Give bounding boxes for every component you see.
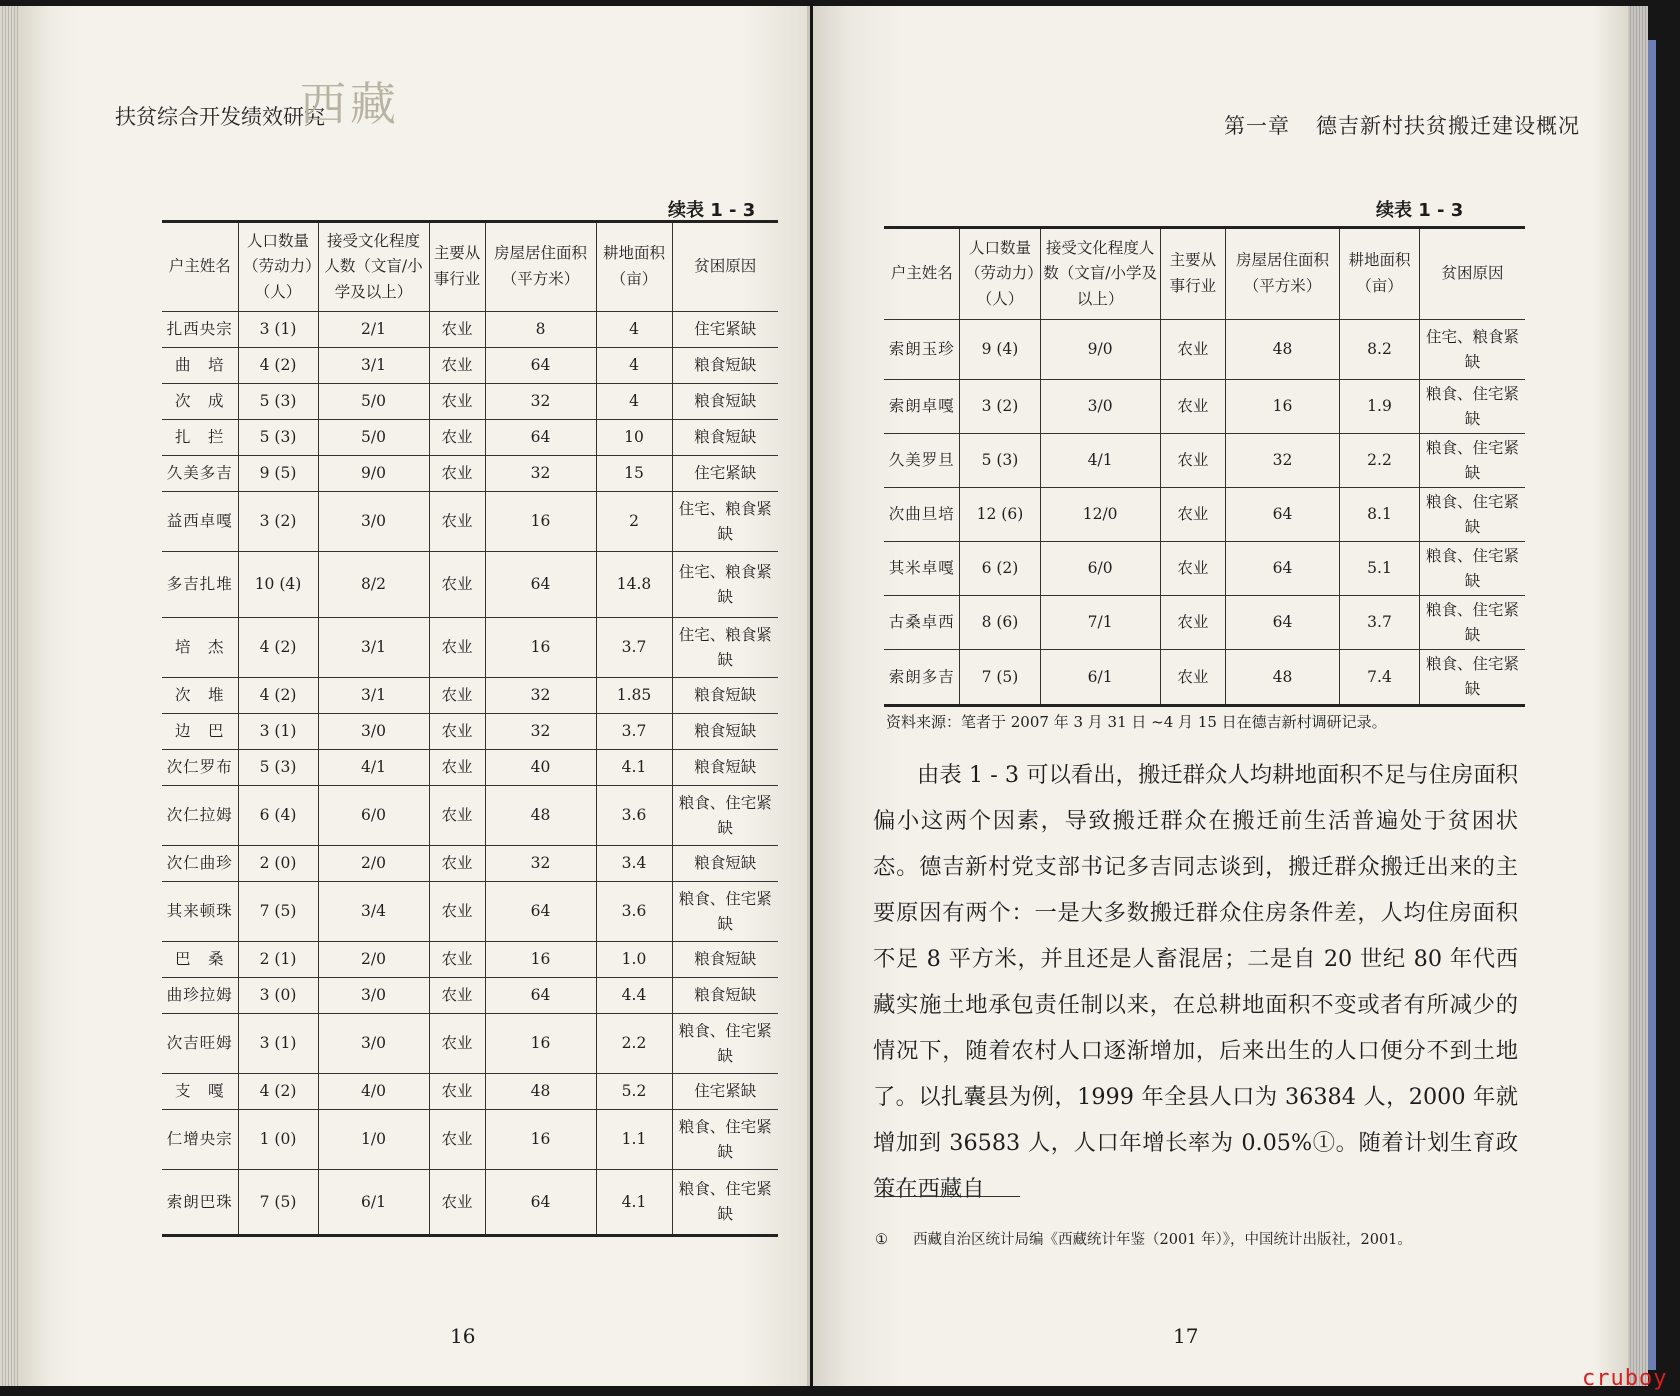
cell-housing-area: 32 (485, 846, 596, 882)
cell-farmland-area: 5.1 (1339, 542, 1419, 596)
header-poverty-reason: 贫困原因 (672, 222, 778, 312)
cell-occupation: 农业 (1160, 320, 1225, 380)
header-name: 户主姓名 (162, 222, 238, 312)
watermark: cruboy (1582, 1366, 1668, 1391)
cell-name: 支 嘎 (162, 1074, 238, 1110)
cell-poverty-reason: 粮食、住宅紧缺 (1420, 488, 1525, 542)
cell-name: 曲 培 (162, 348, 238, 384)
cell-farmland-area: 1.0 (596, 942, 672, 978)
table-row (162, 1014, 778, 1074)
cell-farmland-area: 10 (596, 420, 672, 456)
cell-poverty-reason: 粮食短缺 (672, 384, 778, 420)
cell-education: 6/0 (318, 786, 429, 846)
cell-farmland-area: 1.85 (596, 678, 672, 714)
cell-farmland-area: 4.4 (596, 978, 672, 1014)
cell-occupation: 农业 (1160, 434, 1225, 488)
cell-education: 6/1 (318, 1170, 429, 1236)
cell-farmland-area: 7.4 (1339, 650, 1419, 706)
cell-poverty-reason: 住宅紧缺 (672, 456, 778, 492)
cell-poverty-reason: 粮食、住宅紧缺 (1420, 650, 1525, 706)
cell-housing-area: 64 (485, 882, 596, 942)
household-poverty-table-left (162, 220, 778, 1237)
table-row (162, 786, 778, 846)
cell-farmland-area: 3.6 (596, 882, 672, 942)
header-population: 人口数量（劳动力）（人） (238, 222, 318, 312)
table-row (884, 320, 1525, 380)
cell-name: 古桑卓西 (884, 596, 960, 650)
left-page (20, 6, 810, 1386)
cell-name: 次曲旦培 (884, 488, 960, 542)
cell-name: 巴 桑 (162, 942, 238, 978)
household-poverty-table-right (884, 226, 1525, 707)
cell-farmland-area: 4 (596, 348, 672, 384)
cell-name: 久美多吉 (162, 456, 238, 492)
cell-farmland-area: 2 (596, 492, 672, 552)
cell-farmland-area: 5.2 (596, 1074, 672, 1110)
cell-occupation: 农业 (1160, 542, 1225, 596)
cell-occupation: 农业 (429, 552, 485, 618)
cell-housing-area: 16 (1226, 380, 1340, 434)
paragraph-text: 由表 1 - 3 可以看出，搬迁群众人均耕地面积不足与住房面积偏小这两个因素，导致搬迁群众在搬迁前生活普遍处于贫困状态。德吉新村党支部书记多吉同志谈到，搬迁群众搬迁出来的主要原因有两个：一是大多数搬迁群众住房条件差，人均住房面积不足 8 平方米，并且还是人畜混居；二是自 20 世纪 80 年代西藏实施土地承包责任制以来，在总耕地面积不变或者有所减少的情况下，随着农村人口逐渐增加，后来出生的人口便分不到土地了。以扎囊县为例，1999 年全县人口为 36384 人，2000 年就增加到 36583 人，人口年增长率为 0.05%①。随着计划生育政策在西藏自 (873, 762, 1518, 1202)
cell-population: 5 (3) (960, 434, 1040, 488)
cell-occupation: 农业 (429, 1074, 485, 1110)
cell-population: 3 (1) (238, 1014, 318, 1074)
cell-occupation: 农业 (429, 348, 485, 384)
table-row (162, 942, 778, 978)
cell-population: 1 (0) (238, 1110, 318, 1170)
cell-education: 3/1 (318, 348, 429, 384)
cell-name: 久美罗旦 (884, 434, 960, 488)
table-row (162, 678, 778, 714)
cell-occupation: 农业 (429, 750, 485, 786)
cell-farmland-area: 2.2 (1339, 434, 1419, 488)
cell-housing-area: 64 (485, 552, 596, 618)
cell-education: 3/0 (318, 1014, 429, 1074)
body-paragraph (873, 752, 1518, 1212)
cell-population: 2 (0) (238, 846, 318, 882)
cell-population: 5 (3) (238, 750, 318, 786)
cell-poverty-reason: 粮食短缺 (672, 714, 778, 750)
cell-population: 9 (4) (960, 320, 1040, 380)
cell-occupation: 农业 (429, 420, 485, 456)
cell-housing-area: 64 (485, 1170, 596, 1236)
table-row (162, 552, 778, 618)
cell-farmland-area: 3.7 (596, 618, 672, 678)
cell-occupation: 农业 (429, 978, 485, 1014)
cell-farmland-area: 4 (596, 384, 672, 420)
table-row (162, 978, 778, 1014)
header-name: 户主姓名 (884, 228, 960, 320)
cell-population: 3 (1) (238, 312, 318, 348)
cell-farmland-area: 4 (596, 312, 672, 348)
cell-population: 4 (2) (238, 348, 318, 384)
cell-poverty-reason: 粮食、住宅紧缺 (672, 1014, 778, 1074)
cell-name: 益西卓嘎 (162, 492, 238, 552)
cell-farmland-area: 4.1 (596, 750, 672, 786)
cell-poverty-reason: 粮食短缺 (672, 678, 778, 714)
cell-occupation: 农业 (429, 678, 485, 714)
cell-name: 次仁罗布 (162, 750, 238, 786)
table-row (162, 384, 778, 420)
table-continued-label: 续表 1 - 3 (1376, 200, 1464, 221)
cell-poverty-reason: 粮食、住宅紧缺 (672, 1110, 778, 1170)
cell-occupation: 农业 (429, 786, 485, 846)
cell-poverty-reason: 粮食、住宅紧缺 (1420, 434, 1525, 488)
table-row (162, 1074, 778, 1110)
cell-name: 索朗卓嘎 (884, 380, 960, 434)
cell-population: 9 (5) (238, 456, 318, 492)
cell-education: 1/0 (318, 1110, 429, 1170)
header-housing-area: 房屋居住面积（平方米） (1226, 228, 1340, 320)
cell-education: 9/0 (1040, 320, 1160, 380)
cell-poverty-reason: 住宅紧缺 (672, 312, 778, 348)
cell-occupation: 农业 (429, 882, 485, 942)
cell-population: 6 (2) (960, 542, 1040, 596)
cell-education: 2/0 (318, 846, 429, 882)
cell-name: 扎西央宗 (162, 312, 238, 348)
cell-poverty-reason: 粮食短缺 (672, 978, 778, 1014)
cell-name: 索朗玉珍 (884, 320, 960, 380)
cell-education: 3/0 (318, 978, 429, 1014)
table-row (162, 420, 778, 456)
cell-education: 5/0 (318, 384, 429, 420)
table-row (884, 488, 1525, 542)
right-page (813, 6, 1628, 1386)
cell-name: 索朗多吉 (884, 650, 960, 706)
cell-name: 次仁曲珍 (162, 846, 238, 882)
cell-population: 10 (4) (238, 552, 318, 618)
header-farmland-area: 耕地面积（亩） (1339, 228, 1419, 320)
header-education: 接受文化程度人数（文盲/小学及以上） (318, 222, 429, 312)
table-row (884, 380, 1525, 434)
table-row (162, 492, 778, 552)
cell-housing-area: 64 (1226, 596, 1340, 650)
cell-farmland-area: 4.1 (596, 1170, 672, 1236)
header-housing-area: 房屋居住面积（平方米） (485, 222, 596, 312)
chapter-title: 德吉新村扶贫搬迁建设概况 (1316, 114, 1580, 138)
cell-farmland-area: 8.1 (1339, 488, 1419, 542)
cell-poverty-reason: 粮食、住宅紧缺 (1420, 542, 1525, 596)
table-row (162, 714, 778, 750)
cell-name: 其米卓嘎 (884, 542, 960, 596)
cell-farmland-area: 14.8 (596, 552, 672, 618)
cell-occupation: 农业 (429, 714, 485, 750)
cell-housing-area: 32 (485, 456, 596, 492)
cell-poverty-reason: 粮食、住宅紧缺 (672, 786, 778, 846)
cell-occupation: 农业 (1160, 488, 1225, 542)
cell-farmland-area: 1.9 (1339, 380, 1419, 434)
cell-name: 仁增央宗 (162, 1110, 238, 1170)
cell-population: 5 (3) (238, 420, 318, 456)
cell-population: 4 (2) (238, 1074, 318, 1110)
table-row (884, 542, 1525, 596)
cell-education: 3/0 (318, 714, 429, 750)
cell-occupation: 农业 (429, 618, 485, 678)
cell-housing-area: 48 (1226, 320, 1340, 380)
cell-housing-area: 64 (1226, 542, 1340, 596)
tibet-calligraphy-logo: 西藏 (300, 77, 400, 131)
cell-housing-area: 64 (485, 420, 596, 456)
cell-name: 次 堆 (162, 678, 238, 714)
page-number: 17 (1173, 1324, 1199, 1348)
cell-housing-area: 32 (1226, 434, 1340, 488)
table-row (162, 750, 778, 786)
cell-poverty-reason: 粮食短缺 (672, 420, 778, 456)
cell-population: 3 (0) (238, 978, 318, 1014)
table-continued-label: 续表 1 - 3 (668, 200, 756, 221)
table-row (162, 456, 778, 492)
footnote-marker: ① (875, 1232, 888, 1248)
cell-education: 4/1 (318, 750, 429, 786)
table-row (162, 618, 778, 678)
table-row (162, 846, 778, 882)
cell-population: 3 (1) (238, 714, 318, 750)
cell-population: 4 (2) (238, 618, 318, 678)
cell-occupation: 农业 (429, 846, 485, 882)
cell-housing-area: 32 (485, 714, 596, 750)
cell-farmland-area: 8.2 (1339, 320, 1419, 380)
cell-poverty-reason: 粮食短缺 (672, 846, 778, 882)
cell-farmland-area: 3.4 (596, 846, 672, 882)
cell-name: 次吉旺姆 (162, 1014, 238, 1074)
footnote-text: 西藏自治区统计局编《西藏统计年鉴（2001 年）》，中国统计出版社，2001。 (913, 1232, 1412, 1248)
cell-occupation: 农业 (1160, 650, 1225, 706)
cell-education: 2/0 (318, 942, 429, 978)
table-row (884, 434, 1525, 488)
cell-population: 8 (6) (960, 596, 1040, 650)
cell-occupation: 农业 (429, 456, 485, 492)
header-poverty-reason: 贫困原因 (1420, 228, 1525, 320)
table-row (162, 882, 778, 942)
header-farmland-area: 耕地面积（亩） (596, 222, 672, 312)
cell-name: 索朗巴珠 (162, 1170, 238, 1236)
cell-housing-area: 16 (485, 492, 596, 552)
book-page-edge-left (0, 6, 20, 1386)
cell-population: 4 (2) (238, 678, 318, 714)
cell-population: 3 (2) (960, 380, 1040, 434)
footnote-divider (875, 1196, 1020, 1197)
cell-farmland-area: 3.7 (1339, 596, 1419, 650)
cell-housing-area: 40 (485, 750, 596, 786)
cell-population: 7 (5) (960, 650, 1040, 706)
cell-housing-area: 64 (1226, 488, 1340, 542)
cell-poverty-reason: 粮食、住宅紧缺 (672, 882, 778, 942)
cell-population: 3 (2) (238, 492, 318, 552)
cell-housing-area: 16 (485, 1014, 596, 1074)
cell-occupation: 农业 (429, 1170, 485, 1236)
cell-poverty-reason: 粮食、住宅紧缺 (1420, 380, 1525, 434)
cell-housing-area: 48 (1226, 650, 1340, 706)
cell-occupation: 农业 (1160, 596, 1225, 650)
cell-name: 培 杰 (162, 618, 238, 678)
header-education: 接受文化程度人数（文盲/小学及以上） (1040, 228, 1160, 320)
table-row (162, 348, 778, 384)
cell-housing-area: 64 (485, 348, 596, 384)
cell-housing-area: 64 (485, 978, 596, 1014)
cell-poverty-reason: 粮食短缺 (672, 348, 778, 384)
running-head-chapter (1224, 110, 1580, 140)
cell-name: 曲珍拉姆 (162, 978, 238, 1014)
cell-occupation: 农业 (429, 384, 485, 420)
cell-education: 3/0 (1040, 380, 1160, 434)
cell-housing-area: 32 (485, 678, 596, 714)
cell-farmland-area: 15 (596, 456, 672, 492)
cell-farmland-area: 3.7 (596, 714, 672, 750)
cell-poverty-reason: 住宅、粮食紧缺 (672, 492, 778, 552)
table-row (884, 650, 1525, 706)
cell-poverty-reason: 住宅、粮食紧缺 (672, 618, 778, 678)
cell-name: 边 巴 (162, 714, 238, 750)
cell-poverty-reason: 粮食、住宅紧缺 (1420, 596, 1525, 650)
cell-name: 次仁拉姆 (162, 786, 238, 846)
footnote (875, 1228, 1515, 1252)
cell-poverty-reason: 住宅紧缺 (672, 1074, 778, 1110)
chapter-number: 第一章 (1224, 114, 1290, 138)
cell-farmland-area: 1.1 (596, 1110, 672, 1170)
cell-housing-area: 48 (485, 786, 596, 846)
cell-occupation: 农业 (429, 312, 485, 348)
cell-poverty-reason: 粮食短缺 (672, 942, 778, 978)
cell-occupation: 农业 (429, 492, 485, 552)
cell-poverty-reason: 住宅、粮食紧缺 (672, 552, 778, 618)
book-cover-edge (1648, 40, 1656, 1370)
cell-occupation: 农业 (429, 1014, 485, 1074)
cell-housing-area: 16 (485, 618, 596, 678)
cell-population: 7 (5) (238, 1170, 318, 1236)
cell-population: 5 (3) (238, 384, 318, 420)
header-population: 人口数量（劳动力）（人） (960, 228, 1040, 320)
cell-housing-area: 8 (485, 312, 596, 348)
cell-occupation: 农业 (1160, 380, 1225, 434)
book-page-edge-right (1628, 6, 1648, 1386)
cell-occupation: 农业 (429, 1110, 485, 1170)
table-source-note: 资料来源：笔者于 2007 年 3 月 31 日 ~4 月 15 日在德吉新村调研记录。 (886, 713, 1387, 731)
cell-housing-area: 48 (485, 1074, 596, 1110)
table-row (884, 596, 1525, 650)
cell-poverty-reason: 粮食、住宅紧缺 (672, 1170, 778, 1236)
cell-farmland-area: 2.2 (596, 1014, 672, 1074)
header-occupation: 主要从事行业 (429, 222, 485, 312)
cell-name: 多吉扎堆 (162, 552, 238, 618)
cell-name: 扎 拦 (162, 420, 238, 456)
cell-education: 6/0 (1040, 542, 1160, 596)
cell-population: 7 (5) (238, 882, 318, 942)
cell-education: 9/0 (318, 456, 429, 492)
cell-name: 其来顿珠 (162, 882, 238, 942)
table-row (162, 1110, 778, 1170)
cell-poverty-reason: 住宅、粮食紧缺 (1420, 320, 1525, 380)
cell-occupation: 农业 (429, 942, 485, 978)
cell-housing-area: 32 (485, 384, 596, 420)
header-occupation: 主要从事行业 (1160, 228, 1225, 320)
cell-housing-area: 16 (485, 1110, 596, 1170)
cell-education: 4/0 (318, 1074, 429, 1110)
cell-education: 7/1 (1040, 596, 1160, 650)
cell-education: 5/0 (318, 420, 429, 456)
cell-name: 次 成 (162, 384, 238, 420)
page-number: 16 (450, 1324, 476, 1348)
cell-education: 6/1 (1040, 650, 1160, 706)
running-head-book-title: 扶贫综合开发绩效研究 (115, 105, 325, 129)
cell-poverty-reason: 粮食短缺 (672, 750, 778, 786)
cell-population: 12 (6) (960, 488, 1040, 542)
cell-education: 8/2 (318, 552, 429, 618)
table-row (162, 312, 778, 348)
table-row (162, 1170, 778, 1236)
cell-housing-area: 16 (485, 942, 596, 978)
cell-education: 3/0 (318, 492, 429, 552)
cell-education: 3/1 (318, 618, 429, 678)
cell-population: 2 (1) (238, 942, 318, 978)
cell-education: 12/0 (1040, 488, 1160, 542)
cell-population: 6 (4) (238, 786, 318, 846)
cell-education: 4/1 (1040, 434, 1160, 488)
cell-farmland-area: 3.6 (596, 786, 672, 846)
cell-education: 3/1 (318, 678, 429, 714)
cell-education: 2/1 (318, 312, 429, 348)
cell-education: 3/4 (318, 882, 429, 942)
